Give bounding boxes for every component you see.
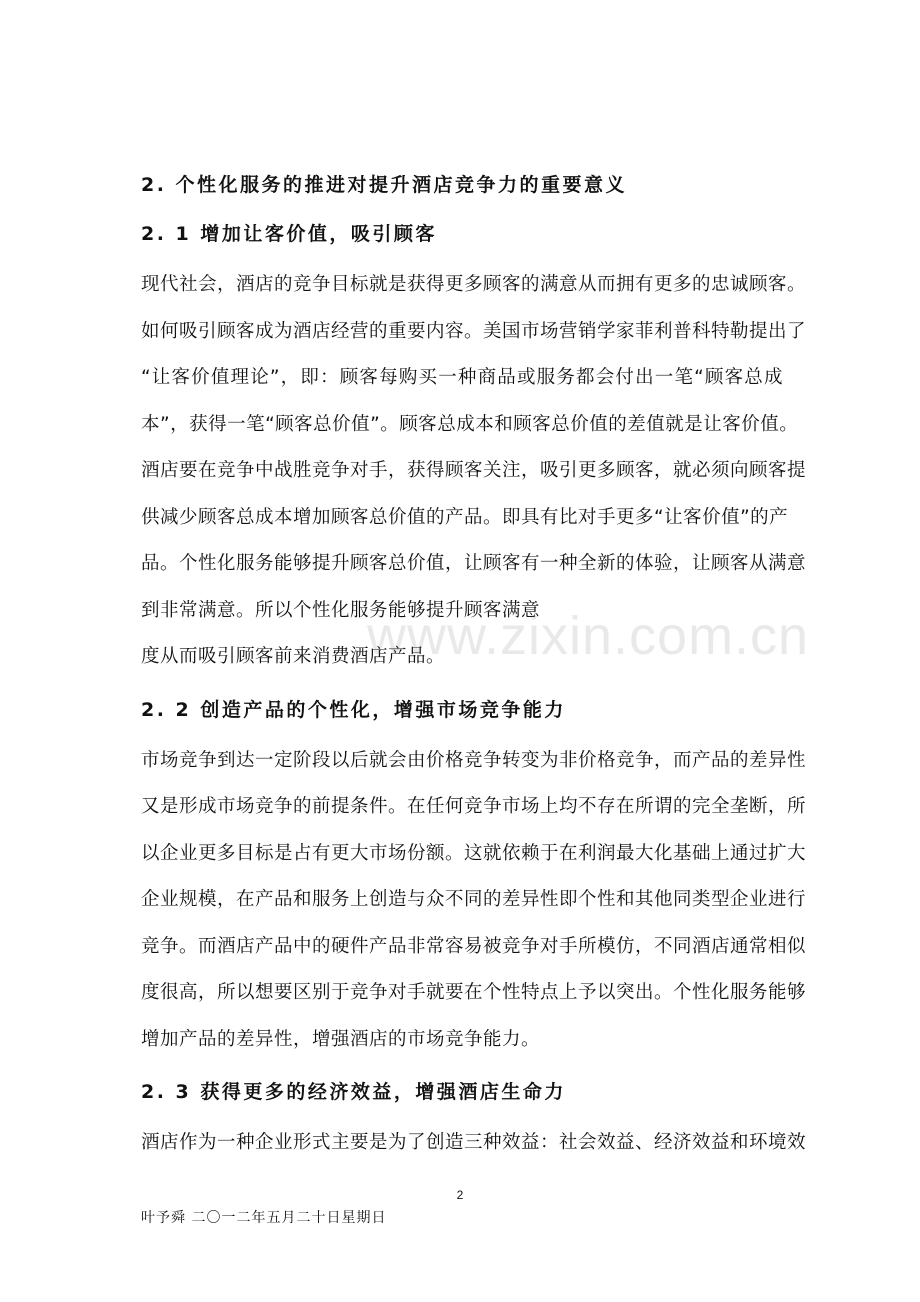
paragraph-line: 市场竞争到达一定阶段以后就会由价格竞争转变为非价格竞争，而产品的差异性	[141, 749, 807, 771]
paragraph-line: 增加产品的差异性，增强酒店的市场竞争能力。	[141, 1028, 541, 1050]
paragraph-line: 酒店作为一种企业形式主要是为了创造三种效益：社会效益、经济效益和环境效	[141, 1132, 807, 1153]
paragraph-line: 到非常满意。所以个性化服务能够提升顾客满意	[141, 599, 541, 621]
body-paragraph	[141, 1120, 807, 1167]
paragraph-line: 供减少顾客总成本增加顾客总价值的产品。即具有比对手更多“让客价值”的产	[141, 506, 789, 528]
footer-author-date: 叶予舜 二〇一二年五月二十日星期日	[141, 1210, 387, 1226]
page-number: 2	[456, 1188, 464, 1202]
paragraph-line: 现代社会，酒店的竞争目标就是获得更多顾客的满意从而拥有更多的忠诚顾客。	[141, 274, 807, 295]
paragraph-line: 又是形成市场竞争的前提条件。在任何竞争市场上均不存在所谓的完全垄断，所	[141, 796, 807, 817]
paragraph-line: 度从而吸引顾客前来消费酒店产品。	[141, 646, 446, 667]
section-heading: 2. 2 创造产品的个性化，增强市场竞争能力	[141, 698, 566, 721]
body-paragraph	[141, 738, 807, 1064]
watermark: www.zixin.com.cn	[367, 606, 810, 666]
body-paragraph	[141, 262, 807, 681]
paragraph-line: 企业规模，在产品和服务上创造与众不同的差异性即个性和其他同类型企业进行	[141, 889, 807, 910]
paragraph-line: 以企业更多目标是占有更大市场份额。这就依赖于在利润最大化基础上通过扩大	[141, 842, 807, 864]
paragraph-line: 酒店要在竞争中战胜竞争对手，获得顾客关注，吸引更多顾客，就必须向顾客提	[141, 460, 807, 481]
section-heading: 2. 1 增加让客价值，吸引顾客	[141, 223, 437, 245]
paragraph-line: 品。个性化服务能够提升顾客总价值，让顾客有一种全新的体验，让顾客从满意	[141, 553, 807, 574]
paragraph-line: 如何吸引顾客成为酒店经营的重要内容。美国市场营销学家菲利普科特勒提出了	[141, 320, 807, 342]
paragraph-line: “让客价值理论”，即：顾客每购买一种商品或服务都会付出一笔“顾客总成	[141, 367, 783, 388]
section-heading: 2. 3 获得更多的经济效益，增强酒店生命力	[141, 1081, 566, 1103]
document-body	[141, 164, 807, 1175]
paragraph-line: 竞争。而酒店产品中的硬件产品非常容易被竞争对手所模仿，不同酒店通常相似	[141, 935, 807, 957]
section-heading: 2. 个性化服务的推进对提升酒店竞争力的重要意义	[141, 174, 628, 196]
paragraph-line: 度很高，所以想要区别于竞争对手就要在个性特点上予以突出。个性化服务能够	[141, 982, 807, 1003]
paragraph-line: 本”，获得一笔“顾客总价值”。顾客总成本和顾客总价值的差值就是让客价值。	[141, 413, 799, 435]
